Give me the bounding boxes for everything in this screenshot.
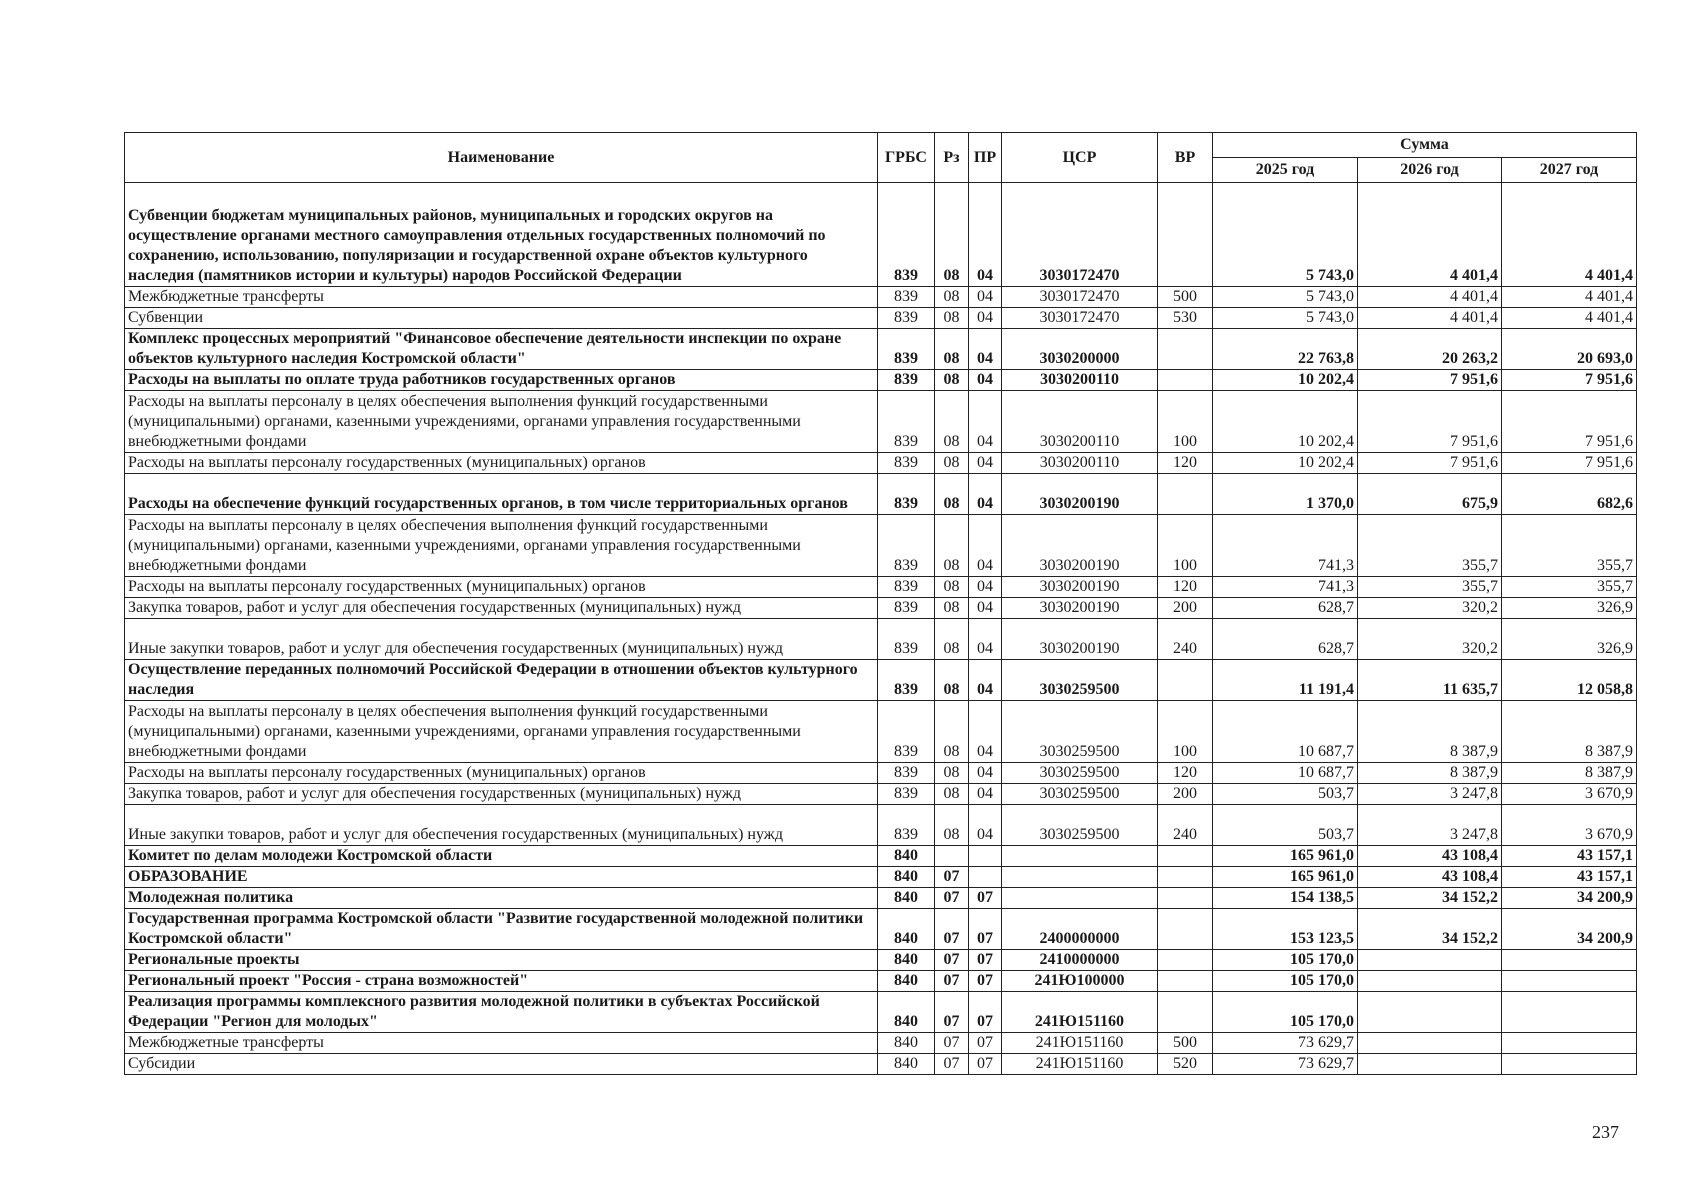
table-row (125, 183, 1637, 287)
row-sum-2026: 43 108,4 (1358, 867, 1502, 888)
table-row (125, 515, 1637, 577)
col-header-pr: ПР (969, 133, 1002, 183)
row-sum-2027: 355,7 (1502, 515, 1637, 577)
row-sum-2025: 165 961,0 (1213, 867, 1358, 888)
row-csr: 3030200110 (1002, 453, 1158, 474)
row-grbs: 840 (878, 1054, 935, 1075)
row-grbs: 840 (878, 971, 935, 992)
row-sum-2027: 7 951,6 (1502, 453, 1637, 474)
row-grbs: 839 (878, 515, 935, 577)
row-sum-2025: 105 170,0 (1213, 971, 1358, 992)
row-sum-2027: 682,6 (1502, 474, 1637, 515)
col-header-vr: ВР (1158, 133, 1213, 183)
row-sum-2025: 741,3 (1213, 577, 1358, 598)
row-sum-2026: 4 401,4 (1358, 183, 1502, 287)
row-sum-2025: 154 138,5 (1213, 888, 1358, 909)
row-rz: 08 (935, 453, 969, 474)
table-row (125, 784, 1637, 805)
row-pr: 07 (969, 971, 1002, 992)
table-row (125, 950, 1637, 971)
row-sum-2026: 4 401,4 (1358, 287, 1502, 308)
row-sum-2025: 628,7 (1213, 619, 1358, 660)
row-sum-2026: 7 951,6 (1358, 391, 1502, 453)
row-pr: 07 (969, 909, 1002, 950)
row-csr (1002, 867, 1158, 888)
row-csr: 3030200000 (1002, 329, 1158, 370)
row-rz: 08 (935, 660, 969, 701)
row-csr: 3030172470 (1002, 308, 1158, 329)
row-grbs: 840 (878, 1033, 935, 1054)
row-sum-2025: 10 687,7 (1213, 763, 1358, 784)
row-sum-2027 (1502, 992, 1637, 1033)
table-header (125, 133, 1637, 183)
row-sum-2027: 34 200,9 (1502, 888, 1637, 909)
col-header-sum: Сумма (1213, 133, 1637, 158)
row-rz: 07 (935, 1033, 969, 1054)
row-sum-2027: 4 401,4 (1502, 287, 1637, 308)
table-row (125, 391, 1637, 453)
row-csr: 3030200110 (1002, 391, 1158, 453)
row-name: Межбюджетные трансферты (125, 287, 878, 308)
row-grbs: 839 (878, 287, 935, 308)
row-csr: 3030259500 (1002, 660, 1158, 701)
row-rz: 08 (935, 183, 969, 287)
row-pr: 07 (969, 1054, 1002, 1075)
row-sum-2025: 105 170,0 (1213, 992, 1358, 1033)
row-sum-2027: 8 387,9 (1502, 701, 1637, 763)
row-pr: 04 (969, 474, 1002, 515)
row-sum-2025: 5 743,0 (1213, 308, 1358, 329)
row-name: Расходы на выплаты персоналу в целях обеспечения выполнения функций государственными (муниципальными) органами, казенными учреждениями, органами управления государственными внебюджетными фондами (125, 391, 878, 453)
row-pr: 04 (969, 701, 1002, 763)
table-row (125, 909, 1637, 950)
row-sum-2027 (1502, 950, 1637, 971)
row-sum-2027: 7 951,6 (1502, 370, 1637, 391)
row-vr: 530 (1158, 308, 1213, 329)
row-pr: 07 (969, 888, 1002, 909)
row-name: Государственная программа Костромской области "Развитие государственной молодежной политики Костромской области" (125, 909, 878, 950)
row-rz: 08 (935, 287, 969, 308)
row-grbs: 840 (878, 888, 935, 909)
table-row (125, 308, 1637, 329)
row-name: Молодежная политика (125, 888, 878, 909)
row-sum-2025: 10 202,4 (1213, 391, 1358, 453)
row-sum-2027: 20 693,0 (1502, 329, 1637, 370)
row-rz: 08 (935, 577, 969, 598)
row-sum-2026 (1358, 971, 1502, 992)
row-rz: 07 (935, 950, 969, 971)
row-name: Субвенции (125, 308, 878, 329)
col-header-2025: 2025 год (1213, 158, 1358, 183)
row-name: Региональный проект "Россия - страна возможностей" (125, 971, 878, 992)
table-row (125, 370, 1637, 391)
row-name: Закупка товаров, работ и услуг для обеспечения государственных (муниципальных) нужд (125, 784, 878, 805)
row-rz: 08 (935, 370, 969, 391)
row-name: Расходы на выплаты персоналу государственных (муниципальных) органов (125, 577, 878, 598)
row-pr: 07 (969, 950, 1002, 971)
row-sum-2025: 73 629,7 (1213, 1054, 1358, 1075)
row-csr: 3030200190 (1002, 474, 1158, 515)
row-csr: 241Ю151160 (1002, 992, 1158, 1033)
row-csr: 2400000000 (1002, 909, 1158, 950)
row-rz: 07 (935, 971, 969, 992)
row-pr: 04 (969, 370, 1002, 391)
row-sum-2027 (1502, 1033, 1637, 1054)
row-grbs: 839 (878, 701, 935, 763)
row-sum-2027: 34 200,9 (1502, 909, 1637, 950)
row-sum-2026: 355,7 (1358, 515, 1502, 577)
row-vr: 100 (1158, 701, 1213, 763)
row-sum-2025: 503,7 (1213, 784, 1358, 805)
table-row (125, 453, 1637, 474)
row-csr: 241Ю100000 (1002, 971, 1158, 992)
row-pr: 04 (969, 619, 1002, 660)
row-vr (1158, 474, 1213, 515)
row-vr (1158, 992, 1213, 1033)
row-sum-2025: 5 743,0 (1213, 287, 1358, 308)
row-pr: 04 (969, 308, 1002, 329)
row-sum-2025: 503,7 (1213, 805, 1358, 846)
row-csr: 3030259500 (1002, 805, 1158, 846)
row-grbs: 839 (878, 453, 935, 474)
table-row (125, 805, 1637, 846)
row-sum-2027: 12 058,8 (1502, 660, 1637, 701)
row-rz: 08 (935, 308, 969, 329)
row-rz: 08 (935, 763, 969, 784)
row-pr: 04 (969, 287, 1002, 308)
row-sum-2026: 7 951,6 (1358, 453, 1502, 474)
row-grbs: 839 (878, 577, 935, 598)
row-sum-2025: 10 202,4 (1213, 370, 1358, 391)
row-sum-2026 (1358, 950, 1502, 971)
row-vr: 200 (1158, 784, 1213, 805)
row-csr: 3030259500 (1002, 701, 1158, 763)
col-header-2026: 2026 год (1358, 158, 1502, 183)
table-row (125, 1033, 1637, 1054)
row-rz: 08 (935, 329, 969, 370)
row-sum-2025: 741,3 (1213, 515, 1358, 577)
row-sum-2026: 7 951,6 (1358, 370, 1502, 391)
row-name: Расходы на обеспечение функций государственных органов, в том числе территориальных органов (125, 474, 878, 515)
row-vr (1158, 660, 1213, 701)
row-sum-2025: 153 123,5 (1213, 909, 1358, 950)
row-name: Осуществление переданных полномочий Российской Федерации в отношении объектов культурного наследия (125, 660, 878, 701)
row-grbs: 839 (878, 763, 935, 784)
row-vr (1158, 909, 1213, 950)
row-vr: 240 (1158, 805, 1213, 846)
row-sum-2027 (1502, 1054, 1637, 1075)
row-name: Закупка товаров, работ и услуг для обеспечения государственных (муниципальных) нужд (125, 598, 878, 619)
row-name: Региональные проекты (125, 950, 878, 971)
row-csr: 3030200190 (1002, 598, 1158, 619)
row-pr: 04 (969, 660, 1002, 701)
row-sum-2027: 326,9 (1502, 598, 1637, 619)
row-vr: 100 (1158, 391, 1213, 453)
row-rz: 07 (935, 888, 969, 909)
row-grbs: 840 (878, 950, 935, 971)
row-sum-2027: 355,7 (1502, 577, 1637, 598)
row-vr (1158, 888, 1213, 909)
row-vr: 200 (1158, 598, 1213, 619)
col-header-rz: Рз (935, 133, 969, 183)
row-name: Расходы на выплаты по оплате труда работников государственных органов (125, 370, 878, 391)
row-sum-2025: 22 763,8 (1213, 329, 1358, 370)
table-row (125, 619, 1637, 660)
row-csr (1002, 846, 1158, 867)
row-pr: 04 (969, 453, 1002, 474)
row-csr: 241Ю151160 (1002, 1054, 1158, 1075)
row-grbs: 839 (878, 308, 935, 329)
row-pr: 04 (969, 391, 1002, 453)
row-sum-2026: 34 152,2 (1358, 888, 1502, 909)
row-grbs: 839 (878, 805, 935, 846)
row-vr: 240 (1158, 619, 1213, 660)
row-vr: 100 (1158, 515, 1213, 577)
row-name: Комплекс процессных мероприятий "Финансовое обеспечение деятельности инспекции по охране объектов культурного наследия Костромской области" (125, 329, 878, 370)
row-grbs: 840 (878, 867, 935, 888)
row-sum-2025: 10 687,7 (1213, 701, 1358, 763)
row-vr (1158, 370, 1213, 391)
table-row (125, 763, 1637, 784)
row-csr: 2410000000 (1002, 950, 1158, 971)
row-sum-2026 (1358, 1033, 1502, 1054)
row-sum-2027: 326,9 (1502, 619, 1637, 660)
row-sum-2027 (1502, 971, 1637, 992)
row-vr (1158, 950, 1213, 971)
row-sum-2026 (1358, 992, 1502, 1033)
page-number: 237 (1592, 1122, 1619, 1142)
row-sum-2026: 8 387,9 (1358, 701, 1502, 763)
row-csr: 241Ю151160 (1002, 1033, 1158, 1054)
row-sum-2025: 73 629,7 (1213, 1033, 1358, 1054)
table-row (125, 577, 1637, 598)
row-vr: 120 (1158, 577, 1213, 598)
row-grbs: 839 (878, 598, 935, 619)
row-grbs: 839 (878, 391, 935, 453)
row-vr: 120 (1158, 763, 1213, 784)
row-pr: 04 (969, 805, 1002, 846)
row-rz: 07 (935, 1054, 969, 1075)
table-row (125, 971, 1637, 992)
row-csr: 3030200190 (1002, 619, 1158, 660)
row-rz: 07 (935, 909, 969, 950)
row-sum-2027: 4 401,4 (1502, 308, 1637, 329)
row-name: Расходы на выплаты персоналу в целях обеспечения выполнения функций государственными (муниципальными) органами, казенными учреждениями, органами управления государственными внебюджетными фондами (125, 515, 878, 577)
row-vr (1158, 329, 1213, 370)
table-row (125, 329, 1637, 370)
row-sum-2026: 320,2 (1358, 619, 1502, 660)
row-rz: 08 (935, 701, 969, 763)
row-vr (1158, 867, 1213, 888)
row-sum-2027: 8 387,9 (1502, 763, 1637, 784)
row-rz: 08 (935, 805, 969, 846)
row-grbs: 840 (878, 846, 935, 867)
col-header-grbs: ГРБС (878, 133, 935, 183)
row-grbs: 839 (878, 329, 935, 370)
row-rz: 08 (935, 515, 969, 577)
row-vr (1158, 971, 1213, 992)
row-name: Иные закупки товаров, работ и услуг для обеспечения государственных (муниципальных) нужд (125, 619, 878, 660)
row-sum-2026: 355,7 (1358, 577, 1502, 598)
row-vr: 500 (1158, 1033, 1213, 1054)
row-rz: 07 (935, 867, 969, 888)
row-name: Субсидии (125, 1054, 878, 1075)
row-csr: 3030200110 (1002, 370, 1158, 391)
row-pr: 04 (969, 784, 1002, 805)
col-header-2027: 2027 год (1502, 158, 1637, 183)
row-sum-2027: 4 401,4 (1502, 183, 1637, 287)
table-row (125, 660, 1637, 701)
table-row (125, 846, 1637, 867)
row-grbs: 839 (878, 370, 935, 391)
table-row (125, 474, 1637, 515)
row-sum-2026: 34 152,2 (1358, 909, 1502, 950)
row-sum-2025: 11 191,4 (1213, 660, 1358, 701)
row-grbs: 840 (878, 909, 935, 950)
table-row (125, 992, 1637, 1033)
row-sum-2026: 8 387,9 (1358, 763, 1502, 784)
col-header-csr: ЦСР (1002, 133, 1158, 183)
row-grbs: 839 (878, 619, 935, 660)
col-header-name: Наименование (125, 133, 878, 183)
row-name: Расходы на выплаты персоналу в целях обеспечения выполнения функций государственными (муниципальными) органами, казенными учреждениями, органами управления государственными внебюджетными фондами (125, 701, 878, 763)
row-sum-2025: 1 370,0 (1213, 474, 1358, 515)
row-sum-2027: 3 670,9 (1502, 805, 1637, 846)
row-sum-2026: 3 247,8 (1358, 805, 1502, 846)
row-grbs: 839 (878, 183, 935, 287)
row-name: Иные закупки товаров, работ и услуг для обеспечения государственных (муниципальных) нужд (125, 805, 878, 846)
row-csr: 3030259500 (1002, 763, 1158, 784)
row-pr: 04 (969, 598, 1002, 619)
row-csr: 3030200190 (1002, 577, 1158, 598)
row-grbs: 839 (878, 784, 935, 805)
row-name: Расходы на выплаты персоналу государственных (муниципальных) органов (125, 763, 878, 784)
row-rz (935, 846, 969, 867)
row-name: Реализация программы комплексного развития молодежной политики в субъектах Российской Федерации "Регион для молодых" (125, 992, 878, 1033)
row-pr (969, 867, 1002, 888)
budget-table (124, 132, 1637, 1075)
row-pr: 07 (969, 992, 1002, 1033)
table-row (125, 888, 1637, 909)
table-body (125, 183, 1637, 1075)
row-grbs: 839 (878, 660, 935, 701)
row-rz: 08 (935, 474, 969, 515)
row-pr: 07 (969, 1033, 1002, 1054)
table-row (125, 867, 1637, 888)
row-vr: 500 (1158, 287, 1213, 308)
row-sum-2027: 43 157,1 (1502, 867, 1637, 888)
row-name: ОБРАЗОВАНИЕ (125, 867, 878, 888)
row-rz: 08 (935, 784, 969, 805)
row-sum-2025: 628,7 (1213, 598, 1358, 619)
table-row (125, 701, 1637, 763)
row-grbs: 840 (878, 992, 935, 1033)
row-sum-2026: 675,9 (1358, 474, 1502, 515)
row-name: Комитет по делам молодежи Костромской области (125, 846, 878, 867)
row-sum-2025: 10 202,4 (1213, 453, 1358, 474)
row-csr (1002, 888, 1158, 909)
row-sum-2026: 20 263,2 (1358, 329, 1502, 370)
row-pr: 04 (969, 183, 1002, 287)
row-name: Межбюджетные трансферты (125, 1033, 878, 1054)
row-sum-2027: 7 951,6 (1502, 391, 1637, 453)
row-name: Расходы на выплаты персоналу государственных (муниципальных) органов (125, 453, 878, 474)
row-pr: 04 (969, 329, 1002, 370)
row-csr: 3030172470 (1002, 183, 1158, 287)
row-rz: 08 (935, 598, 969, 619)
row-sum-2026: 320,2 (1358, 598, 1502, 619)
row-vr (1158, 846, 1213, 867)
row-pr: 04 (969, 515, 1002, 577)
row-pr: 04 (969, 577, 1002, 598)
row-sum-2025: 105 170,0 (1213, 950, 1358, 971)
row-csr: 3030259500 (1002, 784, 1158, 805)
row-csr: 3030200190 (1002, 515, 1158, 577)
row-vr: 120 (1158, 453, 1213, 474)
row-rz: 07 (935, 992, 969, 1033)
row-sum-2027: 43 157,1 (1502, 846, 1637, 867)
row-csr: 3030172470 (1002, 287, 1158, 308)
row-grbs: 839 (878, 474, 935, 515)
row-sum-2026 (1358, 1054, 1502, 1075)
row-rz: 08 (935, 391, 969, 453)
row-vr: 520 (1158, 1054, 1213, 1075)
row-vr (1158, 183, 1213, 287)
row-sum-2027: 3 670,9 (1502, 784, 1637, 805)
row-sum-2026: 11 635,7 (1358, 660, 1502, 701)
table-row (125, 1054, 1637, 1075)
row-name: Субвенции бюджетам муниципальных районов, муниципальных и городских округов на осуществление органами местного самоуправления отдельных государственных полномочий по сохранению, использованию, популяризации и государственной охране объектов культурного наследия (памятников истории и культуры) народов Российской Федерации (125, 183, 878, 287)
row-sum-2025: 5 743,0 (1213, 183, 1358, 287)
row-sum-2025: 165 961,0 (1213, 846, 1358, 867)
row-sum-2026: 3 247,8 (1358, 784, 1502, 805)
row-sum-2026: 43 108,4 (1358, 846, 1502, 867)
table-row (125, 598, 1637, 619)
row-pr: 04 (969, 763, 1002, 784)
row-sum-2026: 4 401,4 (1358, 308, 1502, 329)
row-pr (969, 846, 1002, 867)
row-rz: 08 (935, 619, 969, 660)
table-row (125, 287, 1637, 308)
